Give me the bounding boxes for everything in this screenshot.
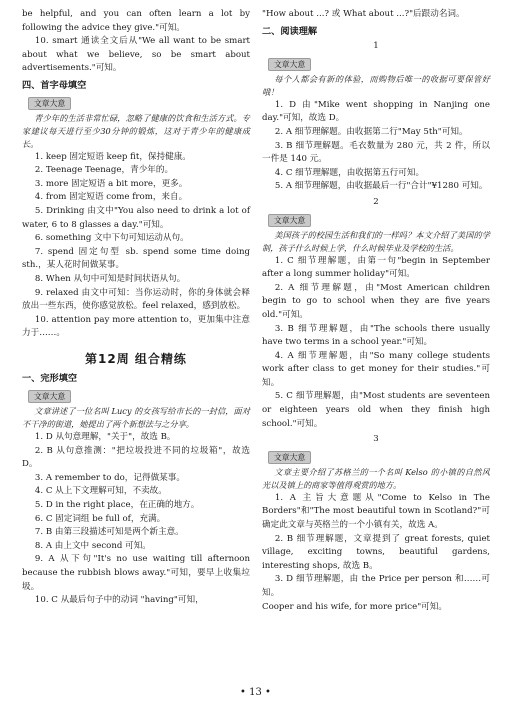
answer-item: 6. C 固定词组 be full of，充满。 — [34, 513, 166, 524]
answer-item: 2. A 细节理解题。由收据第二行"May 5th"可知。 — [274, 126, 468, 137]
answer-item: 6. something 文中下句可知运动从句。 — [34, 233, 189, 244]
passage-number: 1 — [373, 41, 379, 52]
summary-tag: 文章大意 — [28, 97, 71, 110]
answer-item: 1. D 从句意理解，"关于"，故选 B。 — [34, 432, 176, 443]
answer-item: 2. B 从句意推测："把垃圾投进不同的垃圾箱"，故选 D。 — [22, 445, 250, 470]
answer-item: 2. A 细节理解题，由"Most American children begin to go to school when they are five years old."可知。 — [262, 282, 490, 320]
chapter-title: 第12周 组合精练 — [85, 351, 187, 366]
paragraph: 10. smart 通读全文后从"We all want to be smart about what we believe, so be smart about advertisements."可知。 — [22, 36, 250, 74]
passage-number: 3 — [373, 434, 379, 445]
answer-item: 4. C 从上下文理解可知，不卖故。 — [34, 486, 167, 497]
answer-item: 1. keep 固定短语 keep fit，保持健康。 — [34, 151, 191, 162]
answer-item: 4. from 固定短语 come from，来自。 — [34, 192, 188, 203]
right-column — [262, 8, 490, 614]
answer-item: 8. A 由上文中 second 可知。 — [34, 540, 151, 551]
answer-item: 5. C 细节理解题，由"Most students are seventeen or eighteen years old when they finish high school."可知。 — [262, 391, 490, 429]
answer-item: 9. A 从下句"It's no use waiting till afternoon because the rubbish blows away."可知，要早上收集垃圾。 — [22, 554, 250, 592]
answer-item: 3. B 细节理解题。毛衣数量为 280 元，共 2 件，所以一件是 140 元。 — [262, 140, 490, 165]
answer-item: 10. attention pay more attention to，更加集中注意力于……。 — [22, 314, 250, 339]
left-column — [22, 8, 250, 608]
summary-tag: 文章大意 — [268, 214, 311, 227]
section-heading: 一、完形填空 — [22, 373, 78, 385]
answer-item: 3. D 细节理解题，由 the Price per person 和……可知。 — [262, 574, 490, 598]
summary-tag: 文章大意 — [268, 58, 311, 71]
answer-item: 10. C 从最后句子中的动词 "having"可知， — [34, 595, 204, 606]
answer-item: 2. B 细节理解题，文章提到了 great forests, quiet village, exciting towns, beautiful gardens, interesting shops, 故选 B。 — [262, 533, 490, 571]
answer-item: 3. more 固定短语 a bit more，更多。 — [34, 178, 188, 189]
answer-item: 3. B 细节理解题，由"The schools there usually have two terms in a school year."可知。 — [262, 323, 490, 348]
answer-item: 1. D 由"Mike went shopping in Nanjing one day."可知，故选 D。 — [262, 99, 490, 124]
answer-item: 5. A 细节理解题，由收据最后一行"合计"¥1280 可知。 — [274, 181, 488, 192]
summary-text: 青少年的生活非常忙碌，忽略了健康的饮食和生活方式。专家建议每天进行至少30分钟的锻炼，这对于青少年的健康成长。 — [22, 112, 250, 149]
summary-tag: 文章大意 — [28, 390, 71, 403]
answer-item: 8. When 从句中可知是时间状语从句。 — [34, 273, 186, 284]
answer-item: 5. Drinking 由文中"You also need to drink a lot of water, 6 to 8 glasses a day."可知。 — [22, 205, 250, 230]
answer-item: 2. Teenage Teenage，青少年的。 — [34, 165, 174, 176]
answer-item: 3. A remember to do，记得做某事。 — [34, 472, 185, 483]
summary-tag: 文章大意 — [268, 451, 311, 464]
answer-item: 4. A 细节理解题，由"So many college students work after class to get money for their studies."可知。 — [262, 350, 490, 388]
page-number: • 13 • — [240, 687, 271, 698]
answer-item: 9. relaxed 由文中可知：当你运动时，你的身体就会释放出一些东西，使你感觉放松。feel relaxed，感到放松。 — [22, 287, 250, 312]
passage-number: 2 — [373, 196, 379, 207]
summary-text: 文章主要介绍了苏格兰的一个名叫 Kelso 的小镇的自然风光以及镇上的商家等值得观赏的地方。 — [262, 466, 490, 490]
summary-text: 美国孩子的校园生活和我们的一样吗？本文介绍了美国的学制，孩子什么时候上学，什么时候毕业及学校的生活。 — [262, 229, 490, 253]
summary-text: 文章讲述了一位名叫 Lucy 的女孩写给市长的一封信，面对不干净的街道，她提出了两个新想法与之分享。 — [22, 406, 250, 430]
answer-item: 1. A 主旨大意题从"Come to Kelso in The Borders"和"The most beautiful town in Scotland?"可确定此文章与英格兰的一个小镇有关，故选 A。 — [262, 492, 490, 531]
answer-item: 5. D in the right place，在正确的地方。 — [34, 500, 200, 511]
summary-text: 每个人都会有新的体验，而购物后唯一的收据可要保管好哦！ — [262, 73, 490, 97]
answer-item: 4. C 细节理解题，由收据第五行可知。 — [274, 167, 425, 178]
paragraph: be helpful, and you can often learn a lot by following the advice they give."可知。 — [22, 9, 250, 33]
answer-item: 7. spend 固定句型 sb. spend some time doing sth.，某人花时间做某事。 — [22, 246, 250, 271]
section-heading: 二、阅读理解 — [262, 25, 318, 37]
paragraph: "How about ...? 或 What about ...?"后跟动名词。 — [262, 9, 465, 19]
section-heading: 四、首字母填空 — [22, 79, 87, 91]
answer-item: 7. B 由第三段描述可知是两个新主意。 — [34, 527, 184, 538]
answer-item: Cooper and his wife, for more price"可知。 — [262, 601, 447, 612]
answer-item: 1. C 细节理解题，由第一句"begin in September after a long summer holiday"可知。 — [262, 255, 490, 280]
